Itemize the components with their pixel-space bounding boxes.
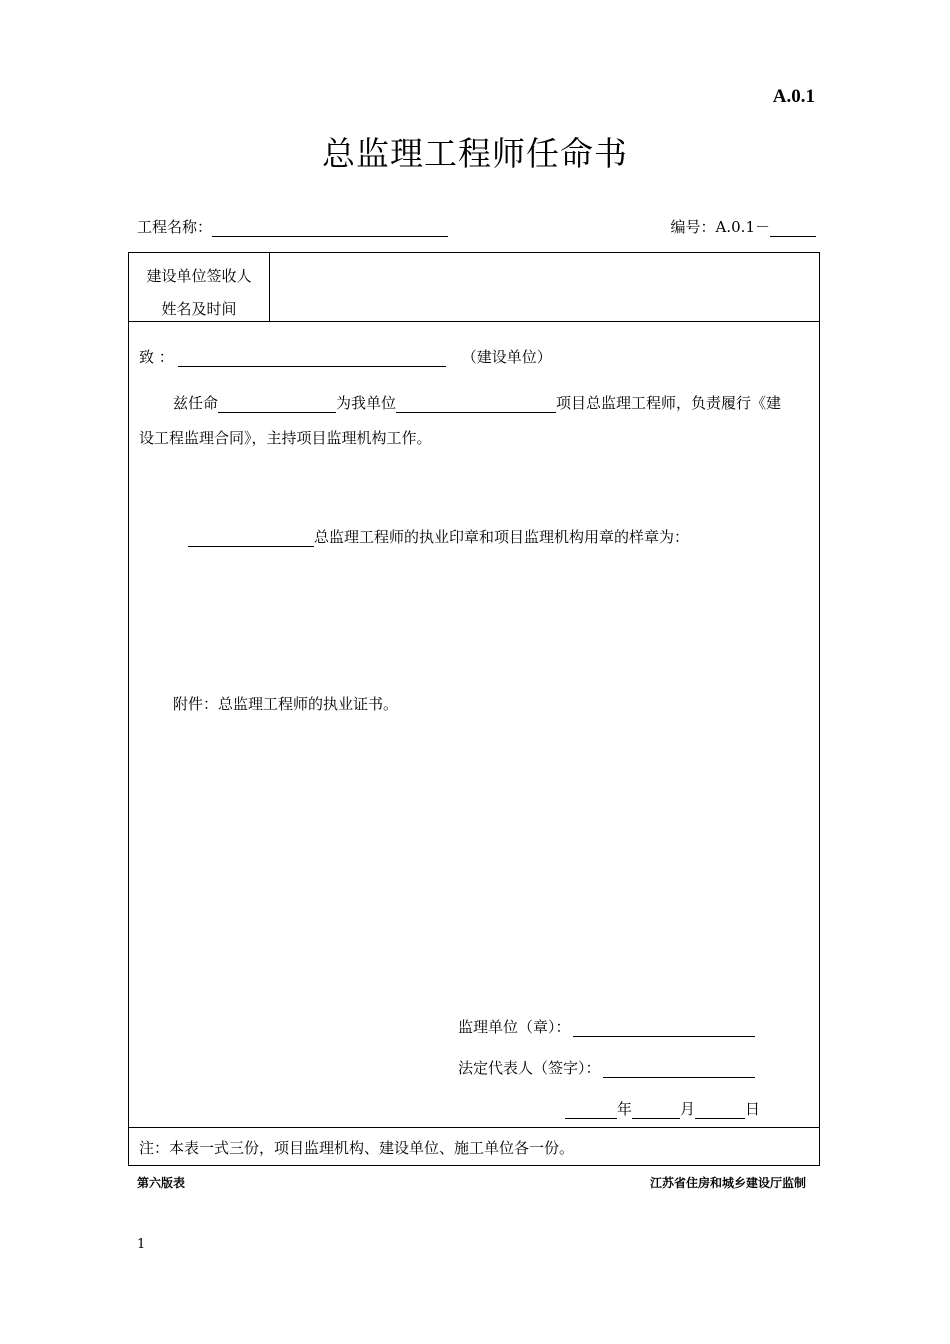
project-name-label: 工程名称：	[137, 218, 213, 236]
supervision-unit-field[interactable]	[573, 1018, 755, 1037]
divider-note	[129, 1127, 819, 1128]
form-code: A.0.1	[772, 86, 815, 107]
project-field[interactable]	[396, 394, 556, 413]
project-name-field[interactable]	[212, 218, 448, 237]
note-text: 注：本表一式三份，项目监理机构、建设单位、施工单位各一份。	[139, 1139, 575, 1157]
page-number: 1	[137, 1237, 146, 1252]
supervision-unit-label: 监理单位（章）：	[458, 1018, 571, 1036]
receiver-label-line2: 姓名及时间	[161, 300, 237, 318]
appoint-middle: 为我单位	[336, 394, 397, 412]
month-field[interactable]	[632, 1100, 680, 1119]
appoint-line2: 设工程监理合同》，主持项目监理机构工作。	[139, 429, 432, 447]
legal-rep-row	[458, 1057, 755, 1078]
appointee-name-field[interactable]	[218, 394, 336, 413]
form-table	[128, 252, 820, 1166]
seal-text: 总监理工程师的执业印章和项目监理机构用章的样章为：	[314, 528, 690, 546]
document-title: 总监理工程师任命书	[322, 134, 628, 173]
day-field[interactable]	[695, 1100, 745, 1119]
month-label: 月	[680, 1100, 696, 1118]
seal-name-field[interactable]	[188, 528, 314, 547]
to-unit-field[interactable]	[178, 348, 446, 367]
appoint-prefix: 兹任命	[173, 394, 219, 412]
to-row	[139, 346, 552, 367]
appoint-suffix: 项目总监理工程师，负责履行《建	[556, 394, 782, 412]
to-label: 致 ：	[139, 348, 174, 366]
to-suffix: （建设单位）	[461, 348, 552, 366]
year-label: 年	[617, 1100, 633, 1118]
receiver-signature-cell[interactable]	[270, 253, 819, 321]
divider-receiver	[129, 321, 819, 322]
year-field[interactable]	[565, 1100, 617, 1119]
supervision-unit-row	[458, 1016, 755, 1037]
form-number-field[interactable]	[770, 218, 816, 237]
form-number-row	[671, 216, 816, 237]
day-label: 日	[745, 1100, 761, 1118]
legal-rep-label: 法定代表人（签字）：	[458, 1059, 601, 1077]
project-name-row	[137, 216, 448, 237]
seal-row	[188, 526, 689, 547]
legal-rep-field[interactable]	[603, 1059, 755, 1078]
form-number-label: 编号：A.0.1－	[670, 218, 770, 236]
issuer-label: 江苏省住房和城乡建设厅监制	[649, 1176, 806, 1190]
appoint-row	[173, 392, 781, 413]
date-row	[565, 1098, 760, 1119]
attachment-text: 附件：总监理工程师的执业证书。	[173, 695, 399, 713]
receiver-label-line1: 建设单位签收人	[146, 267, 252, 285]
edition-label: 第六版表	[137, 1176, 186, 1190]
